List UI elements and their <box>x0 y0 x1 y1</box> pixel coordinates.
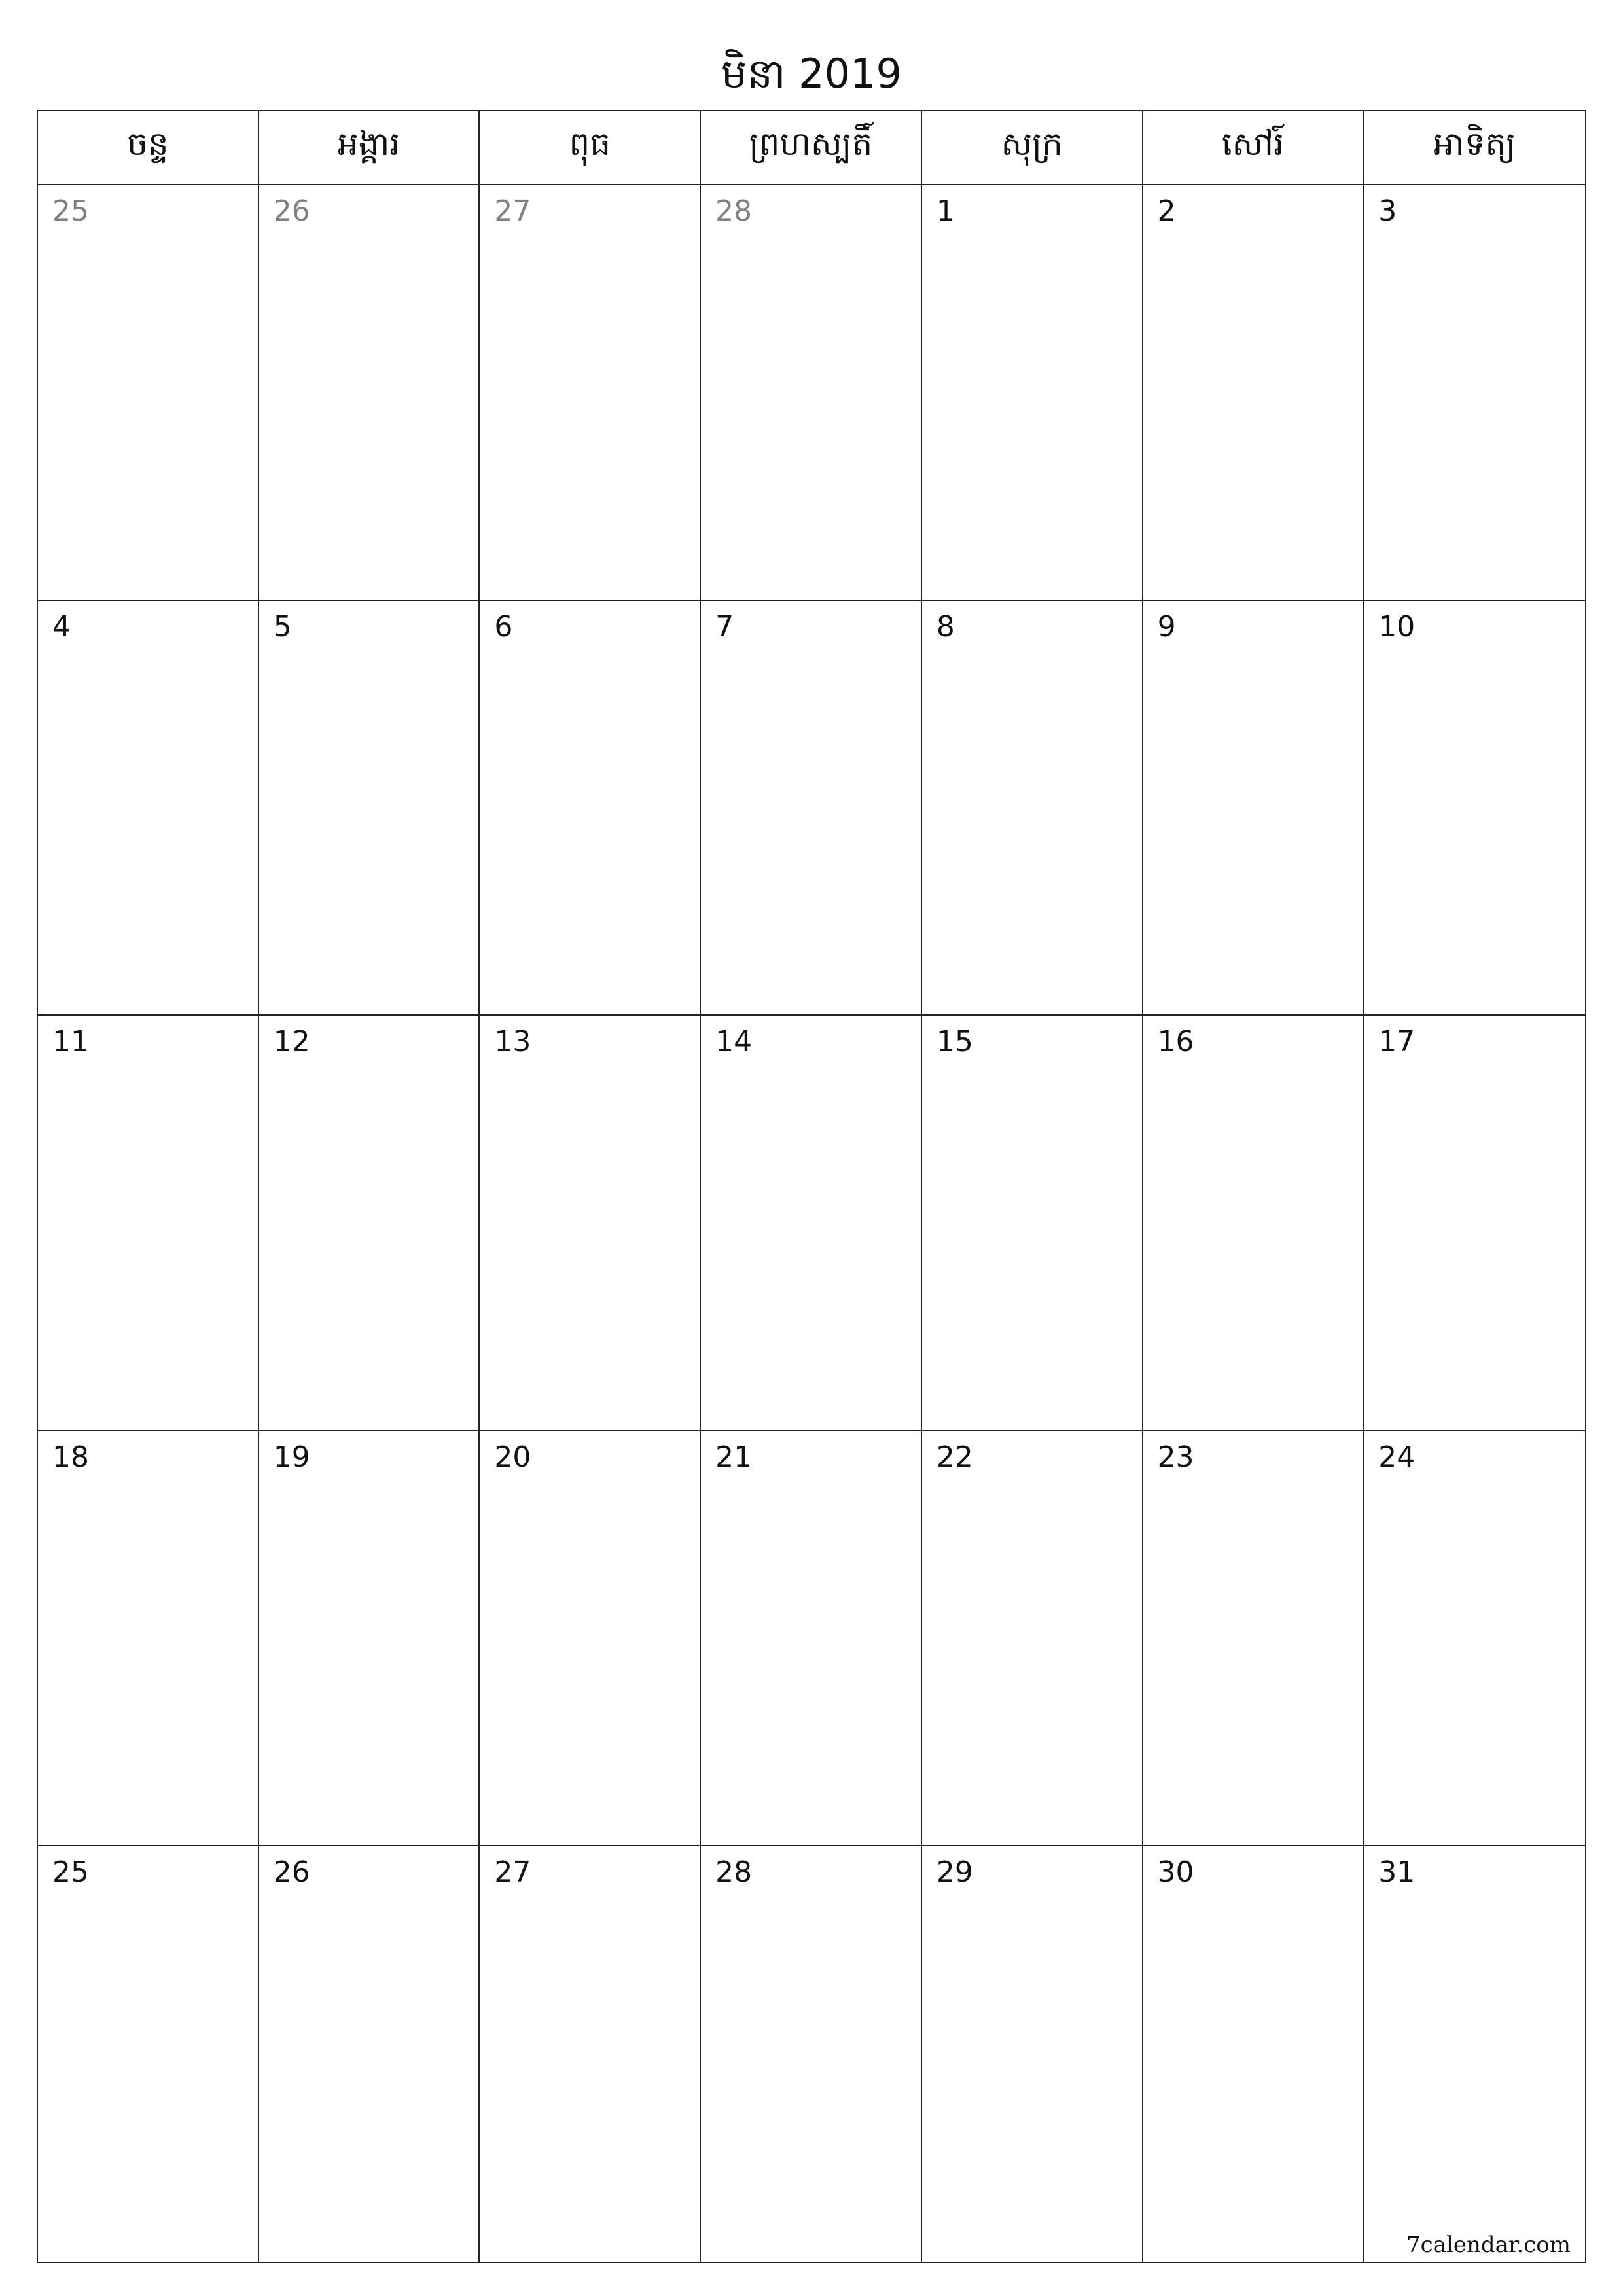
day-number: 22 <box>936 1440 973 1474</box>
weekday-header-sunday: អាទិត្យ <box>1364 111 1585 185</box>
day-cell <box>1143 1431 1364 1847</box>
day-cell <box>259 1431 480 1847</box>
day-number: 26 <box>273 1856 310 1890</box>
day-cell <box>259 1016 480 1431</box>
day-cell <box>1364 601 1585 1016</box>
day-cell <box>480 1431 701 1847</box>
day-number: 14 <box>715 1025 753 1059</box>
day-number: 28 <box>715 194 753 228</box>
day-cell <box>1143 185 1364 601</box>
day-number: 13 <box>494 1025 531 1059</box>
day-number: 26 <box>273 194 310 228</box>
weekday-header-friday: សុក្រ <box>922 111 1143 185</box>
day-number: 3 <box>1378 194 1397 228</box>
weekday-header-tuesday: អង្គារ <box>259 111 480 185</box>
source-watermark: 7calendar.com <box>1406 2231 1571 2258</box>
day-cell <box>259 601 480 1016</box>
calendar-title: មិនា 2019 <box>721 50 902 98</box>
day-cell <box>38 1016 259 1431</box>
day-cell <box>38 1431 259 1847</box>
day-cell <box>1143 1016 1364 1431</box>
day-number: 27 <box>494 194 531 228</box>
day-number: 10 <box>1378 609 1416 643</box>
day-cell <box>1364 1846 1585 2262</box>
day-cell-outside-month <box>701 185 922 601</box>
day-number: 31 <box>1378 1856 1416 1890</box>
day-cell <box>38 1846 259 2262</box>
day-number: 6 <box>494 609 513 643</box>
day-number: 17 <box>1378 1025 1416 1059</box>
day-cell-outside-month <box>259 185 480 601</box>
day-cell <box>701 1016 922 1431</box>
weekday-header-monday: ចន្ទ <box>38 111 259 185</box>
day-cell <box>922 1846 1143 2262</box>
day-number: 19 <box>273 1440 310 1474</box>
day-number: 18 <box>52 1440 89 1474</box>
weekday-header-saturday: សៅរ៍ <box>1143 111 1364 185</box>
day-cell <box>480 601 701 1016</box>
day-number: 12 <box>273 1025 310 1059</box>
day-cell <box>480 1846 701 2262</box>
day-cell <box>1364 1431 1585 1847</box>
day-number: 23 <box>1157 1440 1194 1474</box>
day-cell-outside-month <box>480 185 701 601</box>
day-number: 25 <box>52 194 89 228</box>
day-cell <box>922 185 1143 601</box>
day-number: 21 <box>715 1440 753 1474</box>
day-cell <box>701 601 922 1016</box>
day-cell <box>1143 601 1364 1016</box>
day-cell <box>1364 1016 1585 1431</box>
day-cell <box>38 601 259 1016</box>
day-number: 24 <box>1378 1440 1416 1474</box>
day-cell <box>922 1016 1143 1431</box>
day-cell-outside-month <box>38 185 259 601</box>
day-cell <box>701 1431 922 1847</box>
day-number: 30 <box>1157 1856 1194 1890</box>
weekday-header-thursday: ព្រហស្បតិ៍ <box>701 111 922 185</box>
day-cell <box>922 1431 1143 1847</box>
day-cell <box>922 601 1143 1016</box>
day-number: 25 <box>52 1856 89 1890</box>
day-cell <box>701 1846 922 2262</box>
day-number: 20 <box>494 1440 531 1474</box>
day-number: 9 <box>1157 609 1176 643</box>
day-number: 27 <box>494 1856 531 1890</box>
day-number: 16 <box>1157 1025 1194 1059</box>
day-number: 11 <box>52 1025 89 1059</box>
day-cell <box>259 1846 480 2262</box>
day-number: 8 <box>936 609 955 643</box>
day-number: 29 <box>936 1856 973 1890</box>
day-number: 5 <box>273 609 292 643</box>
month-grid <box>37 110 1586 2263</box>
day-cell <box>1143 1846 1364 2262</box>
day-cell <box>480 1016 701 1431</box>
day-number: 2 <box>1157 194 1176 228</box>
day-number: 1 <box>936 194 955 228</box>
weekday-header-wednesday: ពុធ <box>480 111 701 185</box>
day-cell <box>1364 185 1585 601</box>
day-number: 7 <box>715 609 734 643</box>
day-number: 28 <box>715 1856 753 1890</box>
day-number: 15 <box>936 1025 973 1059</box>
day-number: 4 <box>52 609 71 643</box>
